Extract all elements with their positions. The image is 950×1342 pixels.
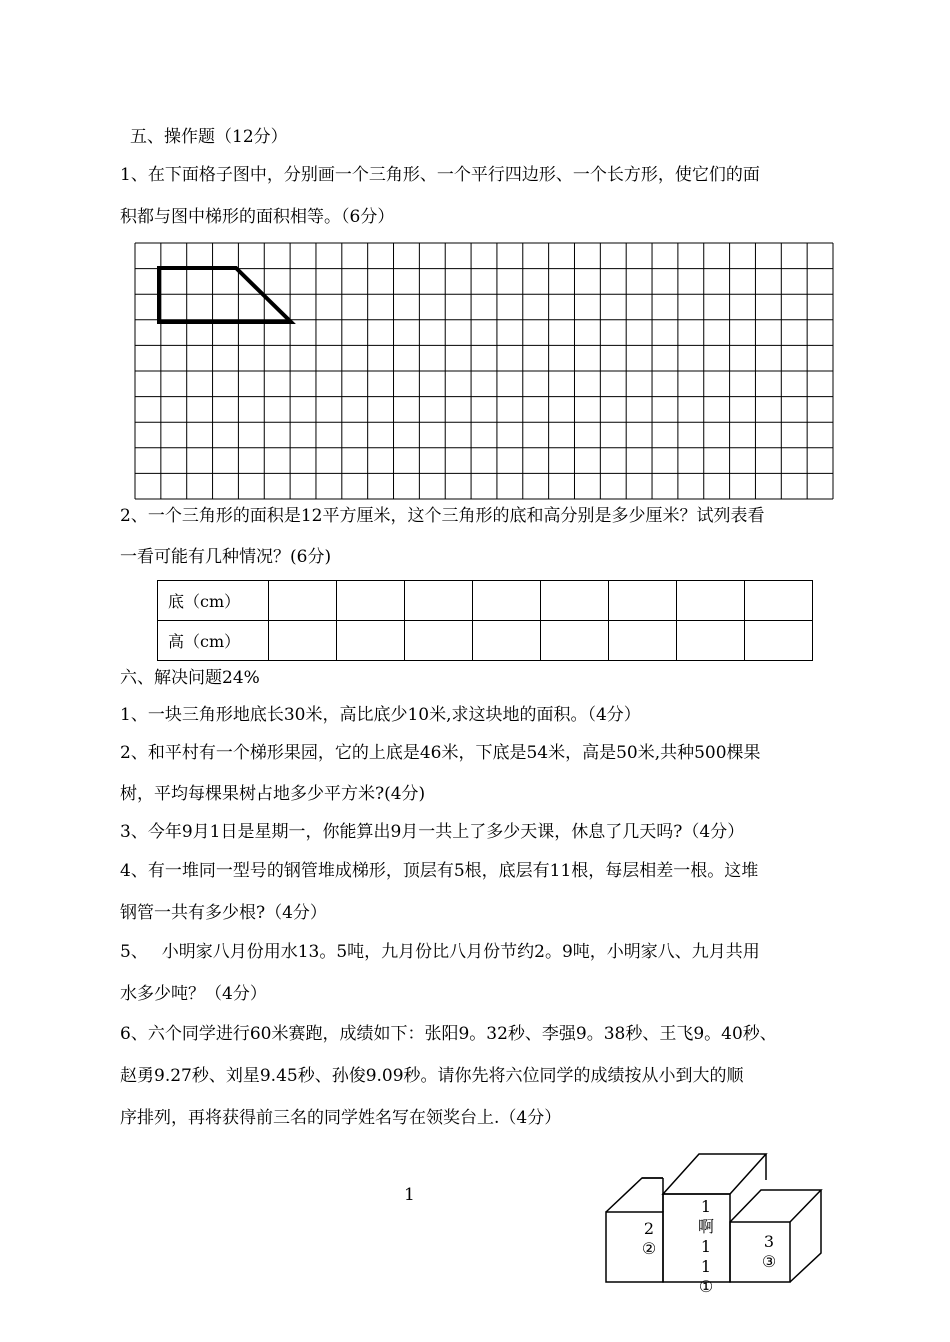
- podium-first-line1: 1: [700, 1197, 712, 1216]
- podium-second-circled: ②: [641, 1239, 657, 1258]
- podium-first-line2: 啊: [697, 1217, 714, 1236]
- grid-lines: [135, 243, 833, 499]
- row-label-base: 底（cm）: [158, 581, 269, 621]
- table-row-base: [158, 581, 813, 621]
- podium-first-line3: 1: [700, 1237, 712, 1256]
- table-row-height: [158, 621, 813, 661]
- q6-2-line2: 树，平均每棵果树占地多少平方米?(4分): [120, 784, 426, 804]
- answer-cell[interactable]: [269, 621, 337, 661]
- q6-4-line1: 4、有一堆同一型号的钢管堆成梯形，顶层有5根，底层有11根，每层相差一根。这堆: [120, 861, 759, 881]
- q5-2-line1: 2、一个三角形的面积是12平方厘米，这个三角形的底和高分别是多少厘米？试列表看: [120, 506, 765, 526]
- trapezoid-shape: [159, 268, 291, 322]
- grid-diagram: [134, 242, 834, 500]
- q6-1: 1、一块三角形地底长30米，高比底少10米,求这块地的面积。（4分）: [120, 705, 641, 725]
- q6-2-line1: 2、和平村有一个梯形果园，它的上底是46米，下底是54米，高是50米,共种500棵果: [120, 743, 761, 763]
- answer-cell[interactable]: [541, 581, 609, 621]
- q6-4-line2: 钢管一共有多少根?（4分）: [120, 903, 327, 923]
- answer-cell[interactable]: [745, 621, 813, 661]
- podium-first-circled: ①: [698, 1277, 714, 1296]
- answer-cell[interactable]: [405, 621, 473, 661]
- podium-third-number: 3: [763, 1232, 775, 1251]
- q6-6-line1: 6、六个同学进行60米赛跑，成绩如下：张阳9。32秒、李强9。38秒、王飞9。40秒、: [120, 1024, 777, 1044]
- q6-5-line2: 水多少吨？（4分）: [120, 984, 267, 1004]
- answer-cell[interactable]: [609, 621, 677, 661]
- answer-cell[interactable]: [337, 621, 405, 661]
- answer-cell[interactable]: [677, 621, 745, 661]
- podium-third-place: [756, 1232, 782, 1272]
- row-label-height: 高（cm）: [158, 621, 269, 661]
- answer-cell[interactable]: [473, 581, 541, 621]
- section6-heading: 六、解决问题24%: [120, 668, 260, 688]
- q5-1-line1: 1、在下面格子图中，分别画一个三角形、一个平行四边形、一个长方形，使它们的面: [120, 165, 760, 185]
- answer-cell[interactable]: [609, 581, 677, 621]
- answer-cell[interactable]: [337, 581, 405, 621]
- q5-2-line2: 一看可能有几种情况？(6分): [120, 547, 332, 567]
- podium-second-place: [636, 1219, 662, 1259]
- q6-5-line1: 5、 小明家八月份用水13。5吨，九月份比八月份节约2。9吨，小明家八、九月共用: [120, 942, 760, 962]
- page-number: 1: [404, 1185, 415, 1205]
- podium-first-place[interactable]: [693, 1197, 719, 1297]
- answer-cell[interactable]: [541, 621, 609, 661]
- section5-heading: 五、操作题（12分）: [130, 127, 288, 147]
- answer-cell[interactable]: [473, 621, 541, 661]
- answer-cell[interactable]: [269, 581, 337, 621]
- podium-second-number: 2: [643, 1219, 655, 1238]
- podium-third-circled: ③: [761, 1252, 777, 1271]
- answer-cell[interactable]: [745, 581, 813, 621]
- answer-cell[interactable]: [405, 581, 473, 621]
- q5-1-line2: 积都与图中梯形的面积相等。（6分）: [120, 207, 395, 227]
- podium-first-line4: 1: [700, 1257, 712, 1276]
- answer-cell[interactable]: [677, 581, 745, 621]
- q6-3: 3、今年9月1日是星期一，你能算出9月一共上了多少天课，休息了几天吗?（4分）: [120, 822, 745, 842]
- q6-6-line2: 赵勇9.27秒、刘星9.45秒、孙俊9.09秒。请你先将六位同学的成绩按从小到大的顺: [120, 1066, 744, 1086]
- q6-6-line3: 序排列，再将获得前三名的同学姓名写在领奖台上.（4分）: [120, 1108, 562, 1128]
- answer-table: [157, 580, 813, 661]
